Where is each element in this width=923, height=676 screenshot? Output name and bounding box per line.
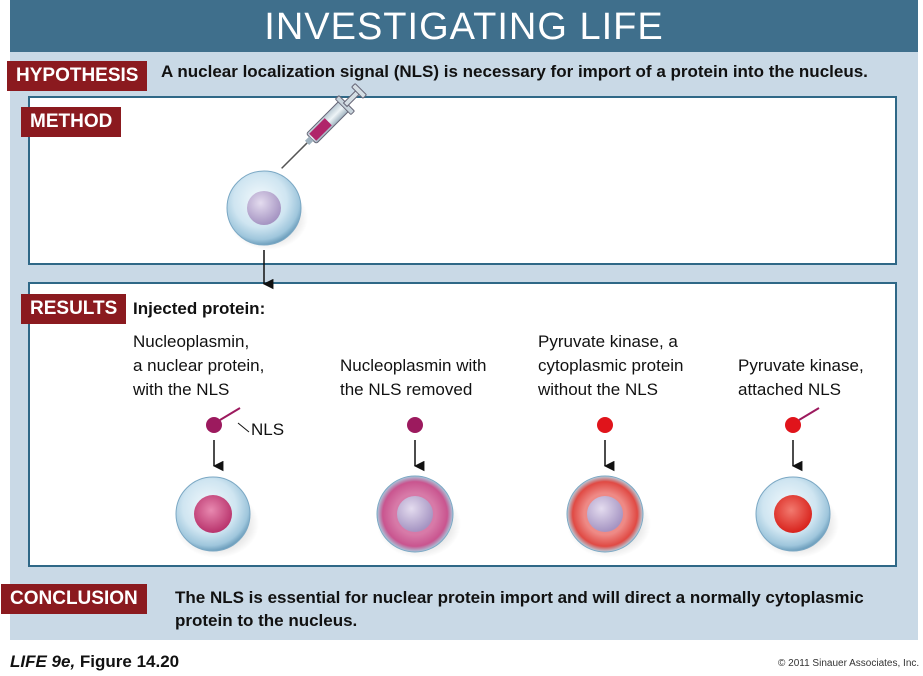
nucleoplasmin-no-nls-protein	[407, 417, 423, 433]
hypothesis-text: A nuclear localization signal (NLS) is necessary for import of a protein into the nucleus.	[161, 62, 868, 81]
pyruvate-kinase-with-nls-protein	[785, 408, 819, 433]
figure-caption	[10, 652, 179, 672]
copyright-notice: © 2011 Sinauer Associates, Inc.	[778, 658, 920, 669]
result-cell-3	[567, 476, 651, 558]
conclusion-tag: CONCLUSION	[1, 584, 147, 614]
result-cell-2	[377, 476, 461, 558]
result-cell-4	[755, 477, 839, 558]
method-tag: METHOD	[21, 107, 121, 137]
label-line: Nucleoplasmin with	[340, 356, 487, 375]
label-line: cytoplasmic protein	[538, 356, 684, 375]
nls-tag-label: NLS	[251, 420, 285, 439]
hypothesis-tag: HYPOTHESIS	[7, 61, 147, 91]
results-tag: RESULTS	[21, 294, 126, 324]
label-line: without the NLS	[538, 380, 659, 399]
nucleoplasmin-with-nls-protein	[206, 408, 249, 433]
label-line: attached NLS	[738, 380, 842, 399]
result-cell-1	[175, 477, 259, 558]
conclusion-text: The NLS is essential for nuclear protein import and will direct a normally cytoplasmic protein to the nucleus.	[175, 588, 864, 630]
injected-protein-heading: Injected protein:	[133, 299, 266, 318]
syringe-icon	[274, 81, 369, 176]
label-line: Nucleoplasmin,	[133, 332, 250, 351]
banner-title: INVESTIGATING LIFE	[10, 0, 918, 52]
figure-number: Figure 14.20	[79, 652, 180, 671]
label-line: Pyruvate kinase,	[738, 356, 864, 375]
book-title: LIFE 9e,	[10, 652, 76, 671]
label-line: the NLS removed	[340, 380, 473, 399]
label-line: with the NLS	[133, 380, 230, 399]
label-line: Pyruvate kinase, a	[538, 332, 678, 351]
method-cell	[227, 171, 308, 250]
pyruvate-kinase-no-nls-protein	[597, 417, 613, 433]
label-line: a nuclear protein,	[133, 356, 265, 375]
